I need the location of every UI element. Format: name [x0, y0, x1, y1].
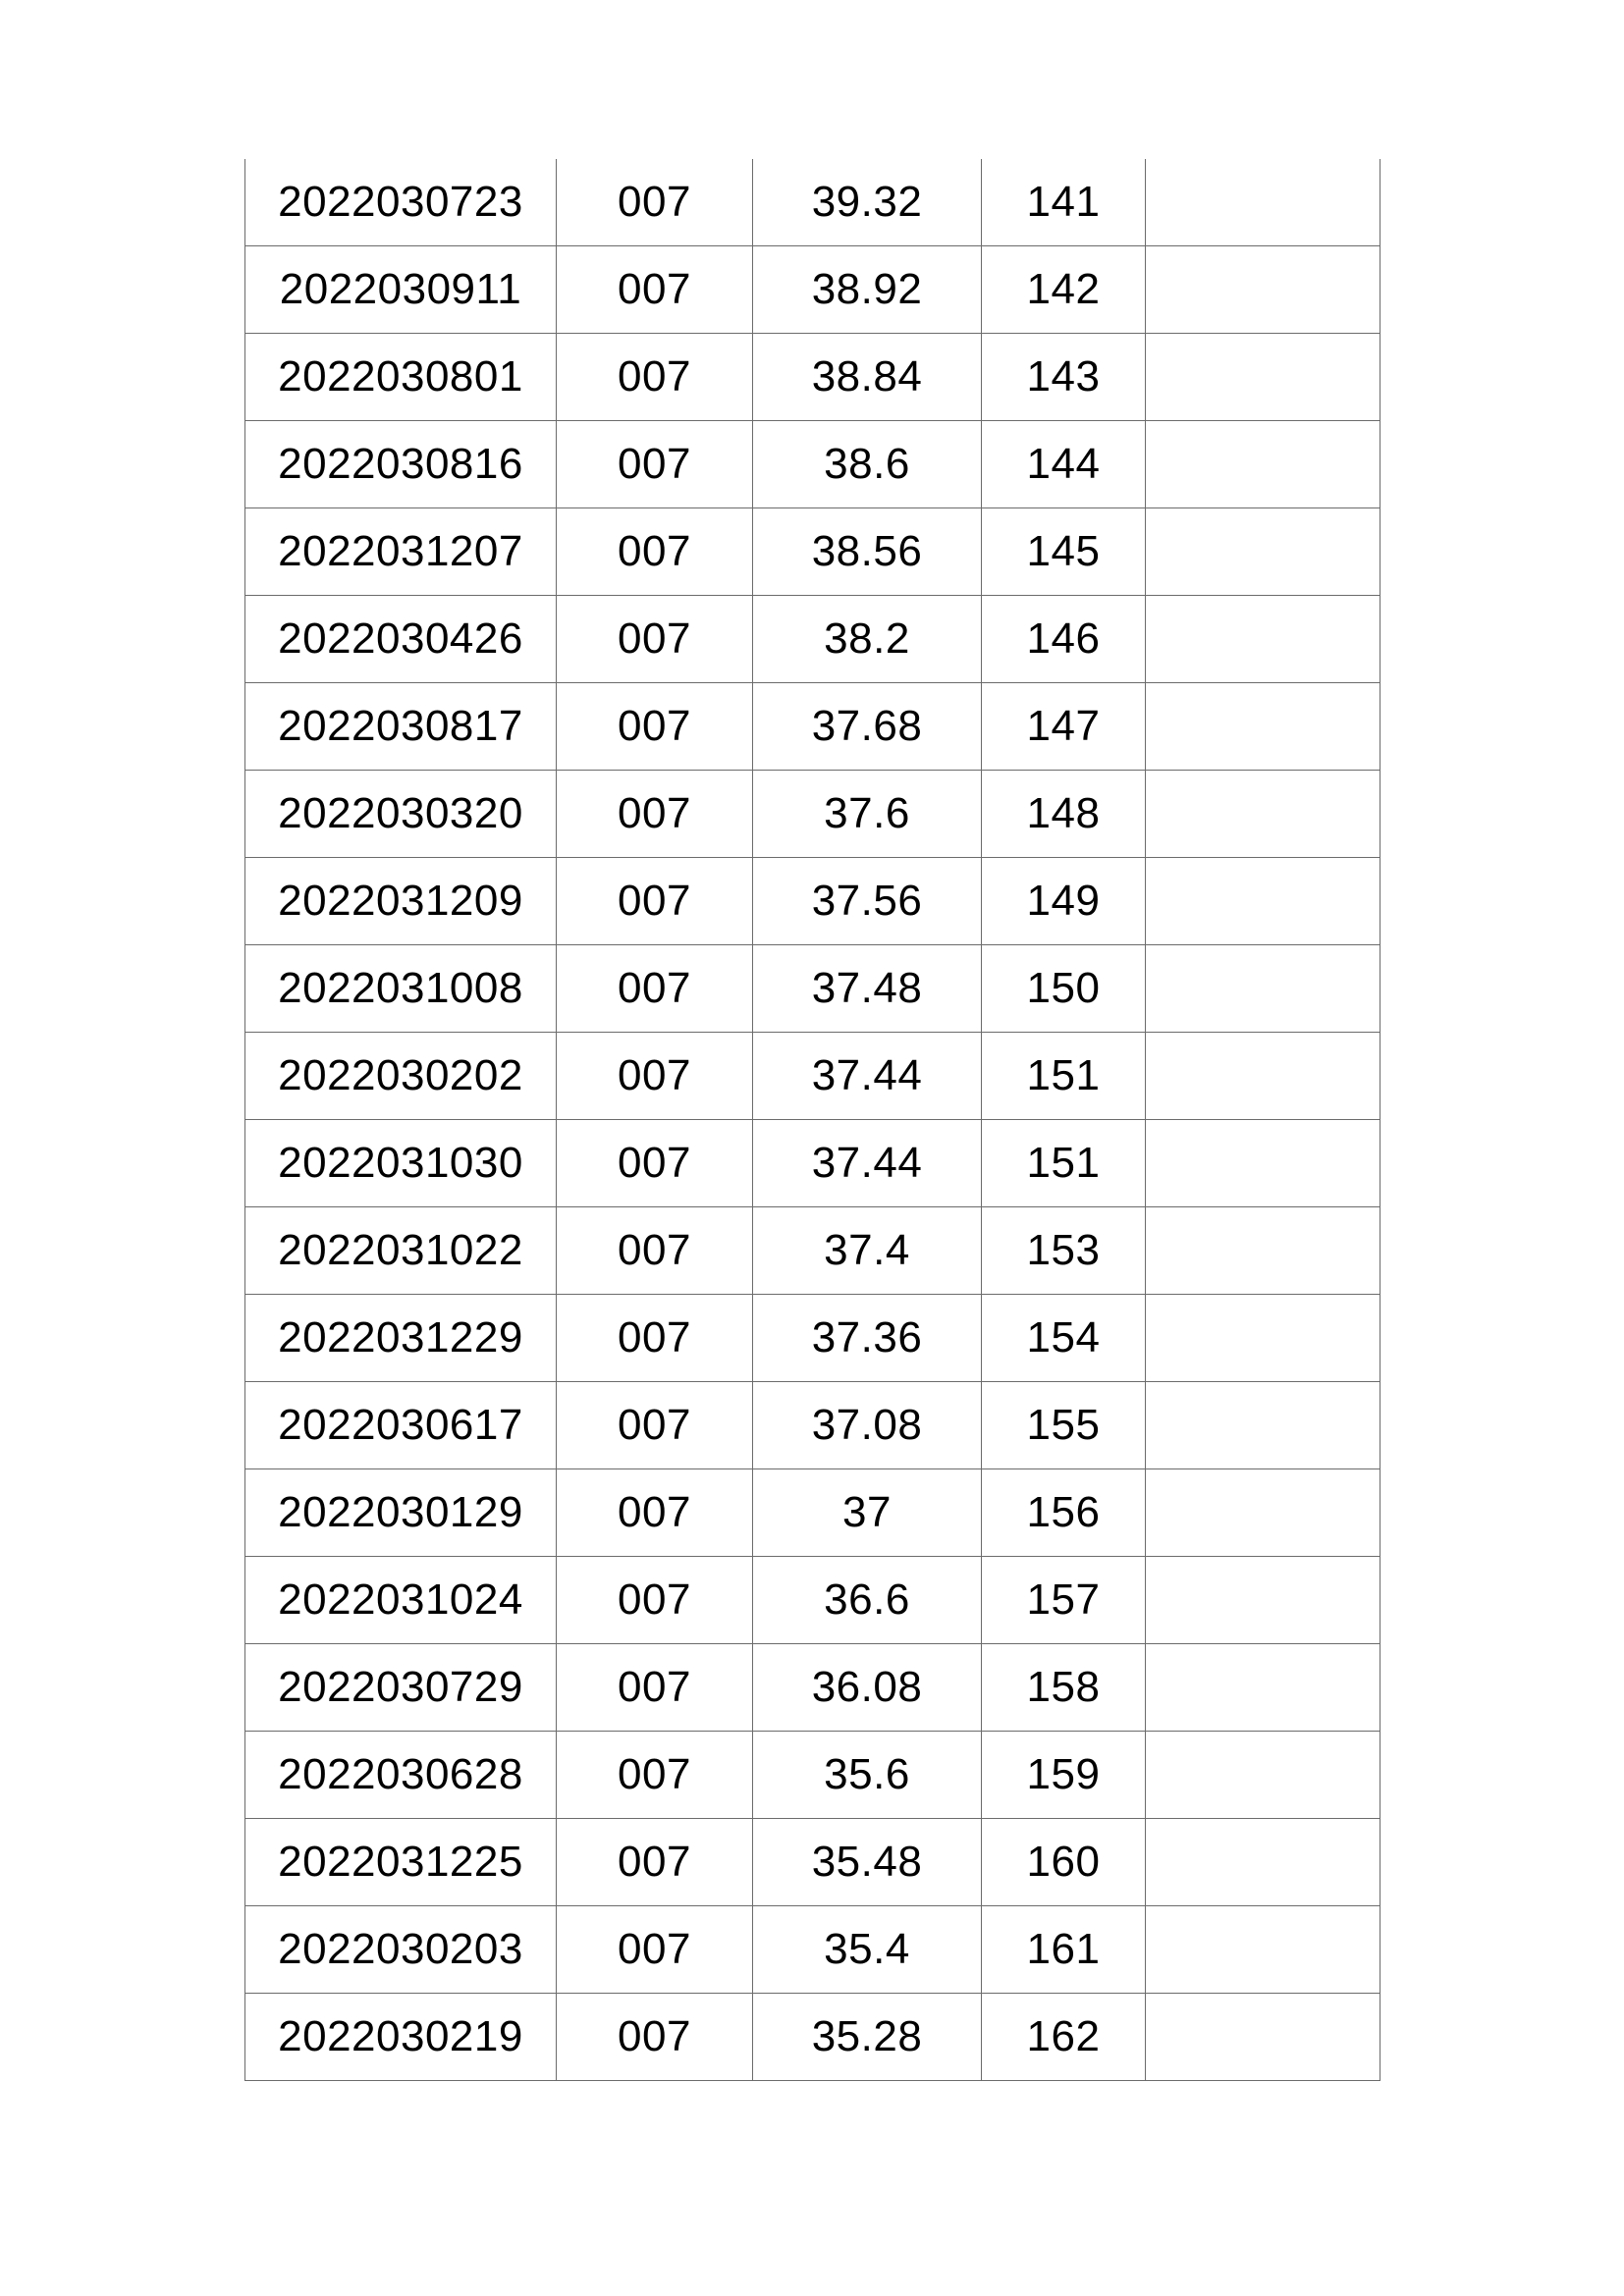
- candidate-id-cell: 2022031209: [245, 858, 557, 945]
- position-code-cell: 007: [557, 421, 753, 508]
- rank-cell: 141: [982, 159, 1146, 246]
- score-cell: 37: [753, 1469, 982, 1557]
- table-row: [245, 771, 1380, 858]
- rank-cell: 155: [982, 1382, 1146, 1469]
- candidate-id-cell: 2022031207: [245, 508, 557, 596]
- rank-cell: 144: [982, 421, 1146, 508]
- candidate-id-cell: 2022031229: [245, 1295, 557, 1382]
- position-code-cell: 007: [557, 683, 753, 771]
- candidate-id-cell: 2022031225: [245, 1819, 557, 1906]
- rank-cell: 158: [982, 1644, 1146, 1732]
- position-code-cell: 007: [557, 1469, 753, 1557]
- position-code-cell: 007: [557, 1906, 753, 1994]
- remark-cell: [1146, 1819, 1380, 1906]
- results-table-body: [245, 159, 1380, 2081]
- candidate-id-cell: 2022030203: [245, 1906, 557, 1994]
- table-row: [245, 1994, 1380, 2081]
- remark-cell: [1146, 1644, 1380, 1732]
- rank-cell: 151: [982, 1033, 1146, 1120]
- score-cell: 37.6: [753, 771, 982, 858]
- candidate-id-cell: 2022031022: [245, 1207, 557, 1295]
- remark-cell: [1146, 246, 1380, 334]
- table-row: [245, 159, 1380, 246]
- remark-cell: [1146, 334, 1380, 421]
- rank-cell: 151: [982, 1120, 1146, 1207]
- score-cell: 35.6: [753, 1732, 982, 1819]
- position-code-cell: 007: [557, 1732, 753, 1819]
- table-row: [245, 858, 1380, 945]
- remark-cell: [1146, 508, 1380, 596]
- rank-cell: 150: [982, 945, 1146, 1033]
- remark-cell: [1146, 1994, 1380, 2081]
- rank-cell: 142: [982, 246, 1146, 334]
- position-code-cell: 007: [557, 1819, 753, 1906]
- position-code-cell: 007: [557, 508, 753, 596]
- candidate-id-cell: 2022030817: [245, 683, 557, 771]
- score-cell: 38.2: [753, 596, 982, 683]
- position-code-cell: 007: [557, 1382, 753, 1469]
- table-row: [245, 1382, 1380, 1469]
- candidate-id-cell: 2022030729: [245, 1644, 557, 1732]
- candidate-id-cell: 2022030617: [245, 1382, 557, 1469]
- rank-cell: 147: [982, 683, 1146, 771]
- position-code-cell: 007: [557, 159, 753, 246]
- table-row: [245, 1469, 1380, 1557]
- score-cell: 38.92: [753, 246, 982, 334]
- rank-cell: 161: [982, 1906, 1146, 1994]
- position-code-cell: 007: [557, 1557, 753, 1644]
- position-code-cell: 007: [557, 334, 753, 421]
- position-code-cell: 007: [557, 945, 753, 1033]
- table-row: [245, 1557, 1380, 1644]
- remark-cell: [1146, 1557, 1380, 1644]
- remark-cell: [1146, 683, 1380, 771]
- candidate-id-cell: 2022030911: [245, 246, 557, 334]
- score-cell: 37.08: [753, 1382, 982, 1469]
- rank-cell: 157: [982, 1557, 1146, 1644]
- score-cell: 37.36: [753, 1295, 982, 1382]
- table-row: [245, 1732, 1380, 1819]
- rank-cell: 148: [982, 771, 1146, 858]
- table-row: [245, 421, 1380, 508]
- remark-cell: [1146, 1207, 1380, 1295]
- rank-cell: 162: [982, 1994, 1146, 2081]
- score-cell: 37.68: [753, 683, 982, 771]
- remark-cell: [1146, 1033, 1380, 1120]
- position-code-cell: 007: [557, 1120, 753, 1207]
- score-cell: 37.48: [753, 945, 982, 1033]
- score-cell: 38.6: [753, 421, 982, 508]
- score-cell: 37.44: [753, 1033, 982, 1120]
- candidate-id-cell: 2022030202: [245, 1033, 557, 1120]
- remark-cell: [1146, 1906, 1380, 1994]
- score-cell: 37.4: [753, 1207, 982, 1295]
- candidate-id-cell: 2022031030: [245, 1120, 557, 1207]
- position-code-cell: 007: [557, 246, 753, 334]
- score-cell: 35.28: [753, 1994, 982, 2081]
- candidate-id-cell: 2022030801: [245, 334, 557, 421]
- rank-cell: 146: [982, 596, 1146, 683]
- position-code-cell: 007: [557, 596, 753, 683]
- candidate-id-cell: 2022030426: [245, 596, 557, 683]
- results-table: [244, 159, 1380, 2081]
- table-row: [245, 246, 1380, 334]
- table-row: [245, 683, 1380, 771]
- table-row: [245, 945, 1380, 1033]
- rank-cell: 143: [982, 334, 1146, 421]
- score-cell: 38.84: [753, 334, 982, 421]
- position-code-cell: 007: [557, 1295, 753, 1382]
- candidate-id-cell: 2022031008: [245, 945, 557, 1033]
- remark-cell: [1146, 771, 1380, 858]
- remark-cell: [1146, 159, 1380, 246]
- candidate-id-cell: 2022030219: [245, 1994, 557, 2081]
- candidate-id-cell: 2022030129: [245, 1469, 557, 1557]
- score-cell: 39.32: [753, 159, 982, 246]
- remark-cell: [1146, 1469, 1380, 1557]
- position-code-cell: 007: [557, 1644, 753, 1732]
- score-cell: 36.6: [753, 1557, 982, 1644]
- table-row: [245, 1295, 1380, 1382]
- candidate-id-cell: 2022030628: [245, 1732, 557, 1819]
- remark-cell: [1146, 421, 1380, 508]
- table-row: [245, 1207, 1380, 1295]
- score-cell: 36.08: [753, 1644, 982, 1732]
- rank-cell: 149: [982, 858, 1146, 945]
- position-code-cell: 007: [557, 771, 753, 858]
- table-row: [245, 1120, 1380, 1207]
- candidate-id-cell: 2022030723: [245, 159, 557, 246]
- table-row: [245, 1906, 1380, 1994]
- rank-cell: 160: [982, 1819, 1146, 1906]
- score-cell: 35.4: [753, 1906, 982, 1994]
- position-code-cell: 007: [557, 858, 753, 945]
- remark-cell: [1146, 1295, 1380, 1382]
- score-cell: 37.56: [753, 858, 982, 945]
- score-cell: 35.48: [753, 1819, 982, 1906]
- remark-cell: [1146, 945, 1380, 1033]
- table-row: [245, 334, 1380, 421]
- position-code-cell: 007: [557, 1207, 753, 1295]
- position-code-cell: 007: [557, 1994, 753, 2081]
- candidate-id-cell: 2022030320: [245, 771, 557, 858]
- candidate-id-cell: 2022030816: [245, 421, 557, 508]
- remark-cell: [1146, 858, 1380, 945]
- table-row: [245, 1819, 1380, 1906]
- score-cell: 37.44: [753, 1120, 982, 1207]
- table-row: [245, 508, 1380, 596]
- candidate-id-cell: 2022031024: [245, 1557, 557, 1644]
- remark-cell: [1146, 1120, 1380, 1207]
- rank-cell: 145: [982, 508, 1146, 596]
- rank-cell: 159: [982, 1732, 1146, 1819]
- table-row: [245, 1033, 1380, 1120]
- table-row: [245, 1644, 1380, 1732]
- rank-cell: 154: [982, 1295, 1146, 1382]
- table-row: [245, 596, 1380, 683]
- remark-cell: [1146, 1382, 1380, 1469]
- remark-cell: [1146, 596, 1380, 683]
- rank-cell: 156: [982, 1469, 1146, 1557]
- position-code-cell: 007: [557, 1033, 753, 1120]
- score-cell: 38.56: [753, 508, 982, 596]
- remark-cell: [1146, 1732, 1380, 1819]
- rank-cell: 153: [982, 1207, 1146, 1295]
